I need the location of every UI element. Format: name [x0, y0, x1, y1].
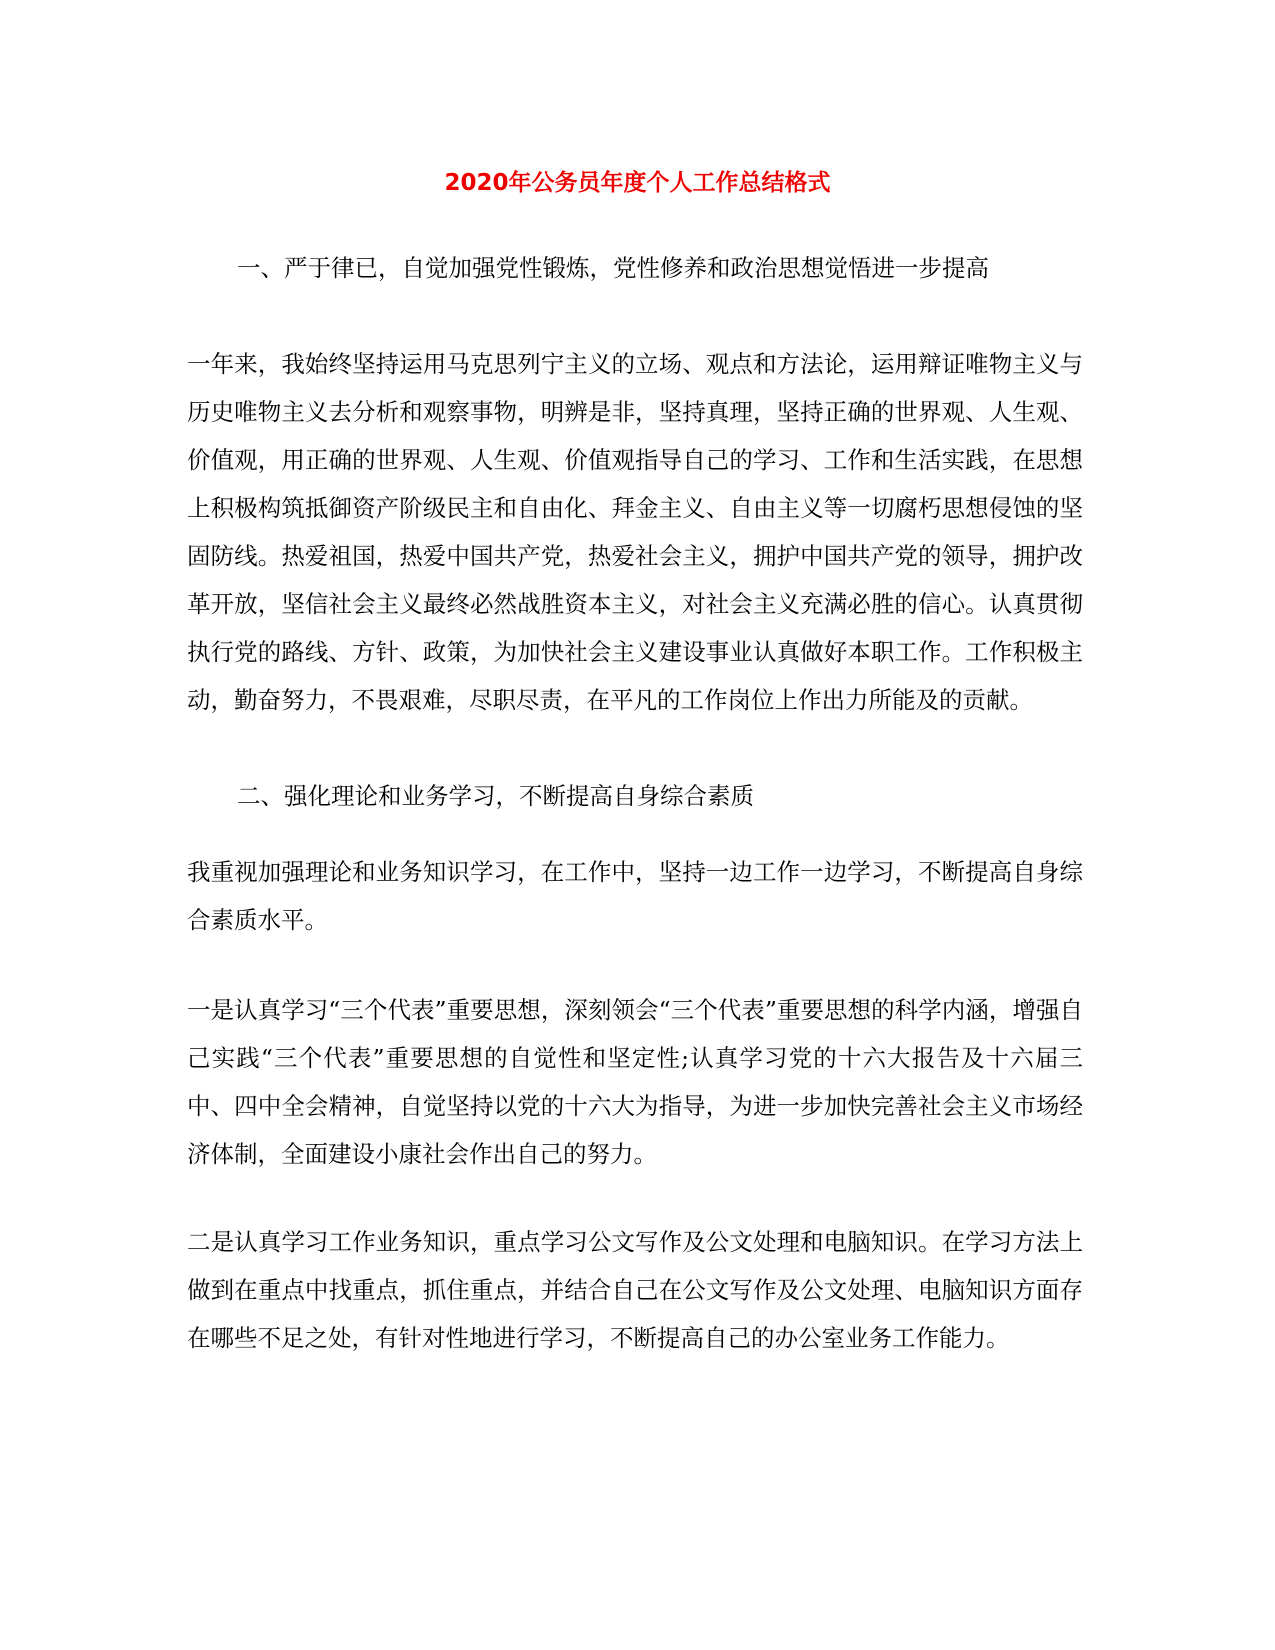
paragraph-3: 一是认真学习“三个代表”重要思想，深刻领会“三个代表”重要思想的科学内涵，增强自己实践“三个代表”重要思想的自觉性和坚定性;认真学习党的十六大报告及十六届三中、四中全会精神，自觉坚持以党的十六大为指导，为进一步加快完善社会主义市场经济体制，全面建设小康社会作出自己的努力。: [187, 996, 1083, 1168]
section-heading-2: 二、强化理论和业务学习，不断提高自身综合素质: [237, 782, 754, 810]
section-heading-1: 一、严于律已，自觉加强党性锻炼，党性修养和政治思想觉悟进一步提高: [237, 254, 989, 282]
paragraph-1: 一年来，我始终坚持运用马克思列宁主义的立场、观点和方法论，运用辩证唯物主义与历史唯物主义去分析和观察事物，明辨是非，坚持真理，坚持正确的世界观、人生观、价值观，用正确的世界观、人生观、价值观指导自己的学习、工作和生活实践，在思想上积极构筑抵御资产阶级民主和自由化、拜金主义、自由主义等一切腐朽思想侵蚀的坚固防线。热爱祖国，热爱中国共产党，热爱社会主义，拥护中国共产党的领导，拥护改革开放，坚信社会主义最终必然战胜资本主义，对社会主义充满必胜的信心。认真贯彻执行党的路线、方针、政策，为加快社会主义建设事业认真做好本职工作。工作积极主动，勤奋努力，不畏艰难，尽职尽责，在平凡的工作岗位上作出力所能及的贡献。: [187, 350, 1083, 714]
paragraph-4: 二是认真学习工作业务知识，重点学习公文写作及公文处理和电脑知识。在学习方法上做到在重点中找重点，抓住重点，并结合自己在公文写作及公文处理、电脑知识方面存在哪些不足之处，有针对性地进行学习，不断提高自己的办公室业务工作能力。: [187, 1228, 1083, 1352]
document-title: 2020年公务员年度个人工作总结格式: [444, 170, 831, 196]
paragraph-2: 我重视加强理论和业务知识学习，在工作中，坚持一边工作一边学习，不断提高自身综合素质水平。: [187, 858, 1083, 934]
